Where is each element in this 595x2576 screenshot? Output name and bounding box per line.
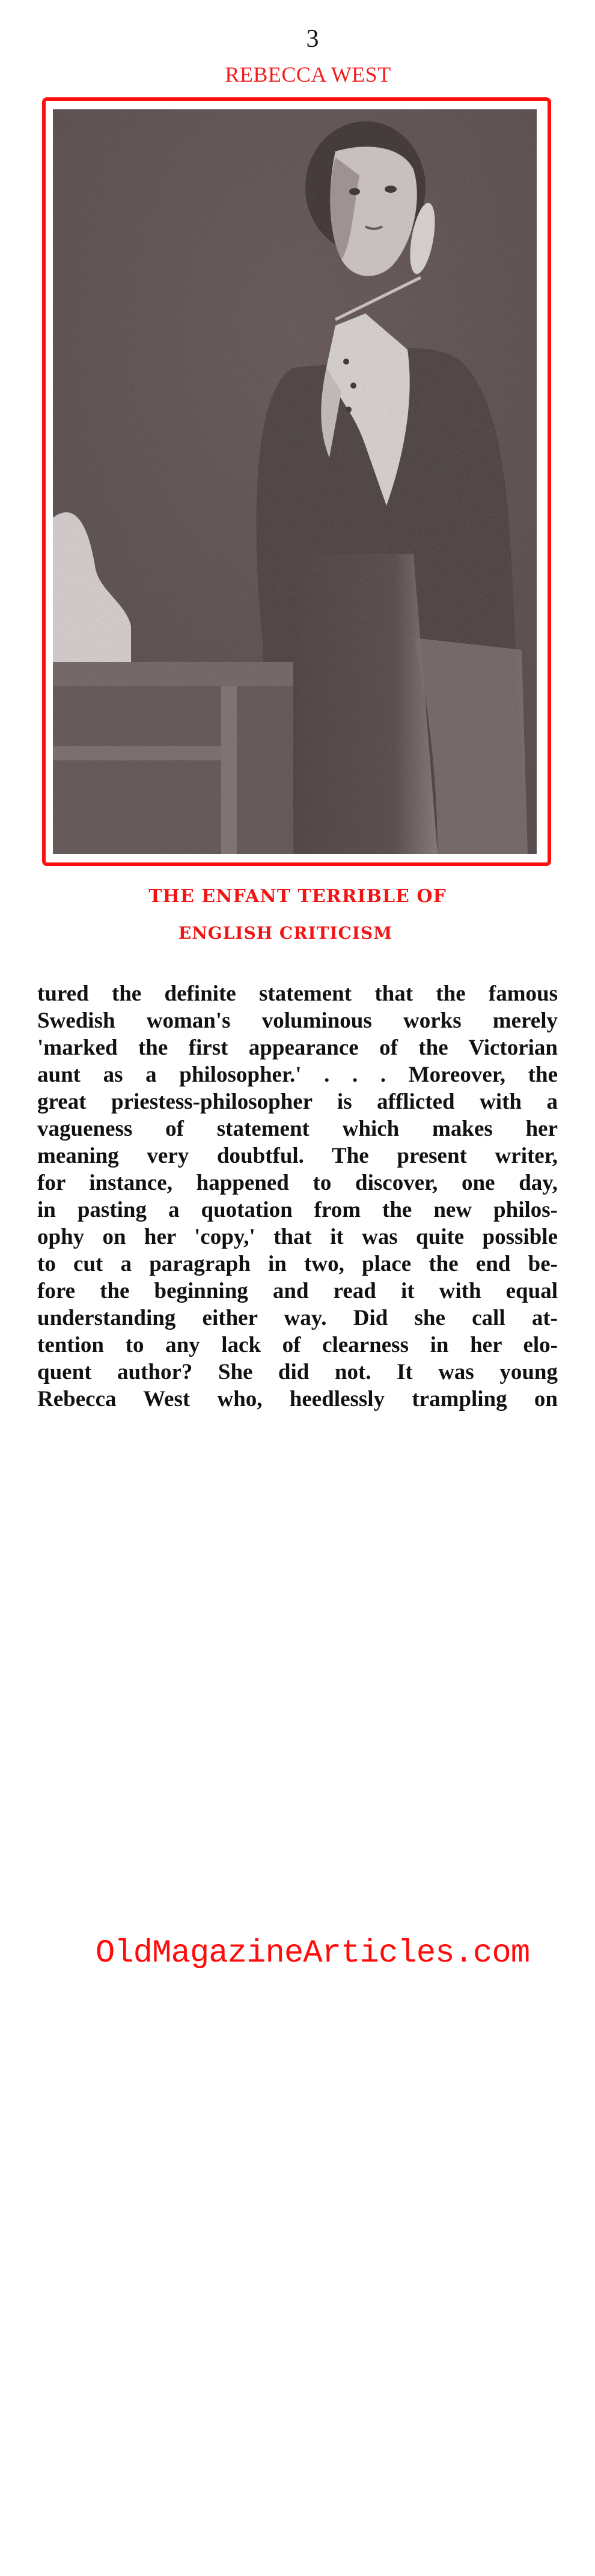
article-line: Rebecca West who, heedlessly trampling on — [37, 1387, 558, 1411]
article-line: ophy on her 'copy,' that it was quite possible — [37, 1225, 558, 1249]
article-line: for instance, happened to discover, one day, — [37, 1171, 558, 1195]
photo-grain — [53, 109, 537, 854]
article-line: tention to any lack of clearness in her elo- — [37, 1333, 558, 1357]
site-watermark: OldMagazineArticles.com — [95, 1935, 530, 1972]
article-line: 'marked the first appearance of the Victorian — [37, 1035, 558, 1060]
photo-frame — [42, 97, 551, 866]
article-body — [37, 980, 558, 1413]
article-line: Swedish woman's voluminous works merely — [37, 1008, 558, 1033]
photo-caption-line-2: ENGLISH CRITICISM — [178, 923, 393, 943]
article-line: in pasting a quotation from the new philos- — [37, 1198, 558, 1222]
article-line: quent author? She did not. It was young — [37, 1360, 558, 1384]
photo-caption-line-1: THE ENFANT TERRIBLE OF — [148, 886, 447, 907]
article-line: great priestess-philosopher is afflicted with a — [37, 1089, 558, 1114]
portrait-photo — [53, 109, 537, 854]
article-line: meaning very doubtful. The present writer, — [37, 1144, 558, 1168]
running-head: REBECCA WEST — [225, 62, 391, 86]
article-line: vagueness of statement which makes her — [37, 1117, 558, 1141]
page-number: 3 — [306, 25, 319, 53]
article-line: aunt as a philosopher.' . . . Moreover, the — [37, 1062, 558, 1087]
article-line: to cut a paragraph in two, place the end be- — [37, 1252, 558, 1276]
article-line: tured the definite statement that the famous — [37, 981, 558, 1006]
article-line: understanding either way. Did she call at- — [37, 1306, 558, 1330]
article-line: fore the beginning and read it with equal — [37, 1279, 558, 1303]
portrait-illustration — [53, 109, 537, 854]
